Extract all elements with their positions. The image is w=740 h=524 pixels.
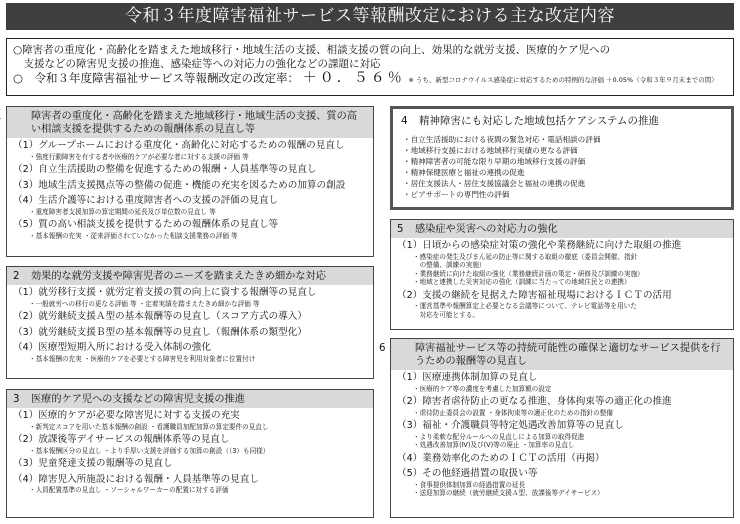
item-detail: ・新判定スコアを用いた基本報酬の創設 ・看護職員加配加算の算定要件の見直し [29, 422, 269, 431]
item-detail: の整備、訓練の実施） [413, 261, 486, 269]
item-label: （5）質の高い相談支援を提供するための報酬体系の見直し等 [13, 219, 279, 230]
section-header [393, 109, 731, 132]
item-label: （4）障害児入所施設における報酬・人員基準等の見直し [13, 473, 259, 485]
item-detail: ・送迎加算の継続（就労継続支援Ａ型、放課後等デイサービス） [413, 489, 604, 497]
item-label: （3）児童発達支援の報酬等の見直し [13, 458, 173, 469]
section-2 [6, 266, 374, 379]
item-label: （1）日頃からの感染症対策の強化や業務継続に向けた取組の推進 [397, 240, 682, 251]
intro-line-2: 支援などの障害児支援の推進、感染症等への対応力の強化などの課題に対応 [13, 58, 381, 70]
section-number: 4 [401, 115, 408, 127]
item-detail: 対応を可能とする。 [413, 310, 479, 319]
intro-box [6, 38, 734, 96]
bullet-item: ・精神保健医療と福祉の連携の促進 [403, 168, 525, 177]
item-detail: ・人員配置基準の見直し ・ソーシャルワーカーの配置に対する評価 [29, 486, 229, 494]
item-label: （1）医療連携体制加算の見直し [397, 372, 538, 383]
rate-label: ○ 令和３年度障害福祉サービス等報酬改定の改定率： [13, 71, 300, 85]
bullet-item: ・精神障害者の可能な限り早期の地域移行支援の評価 [403, 157, 586, 166]
item-detail: ・食事提供体制加算の経過措置の延長 [413, 480, 526, 489]
section-number [13, 110, 31, 123]
rate-note: ※ うち、新型コロナウイルス感染症に対応するための特例的な評価 ＋0.05%（令和３年９月末までの間） [408, 76, 718, 84]
section-header [391, 220, 733, 238]
item-label: （4）医療型短期入所における受入体制の強化 [13, 342, 211, 353]
item-detail: ・感染症の発生及びまん延の防止等に関する取組の徹底（委員会開催、指針 [413, 252, 638, 261]
section-3 [6, 389, 374, 518]
revision-rate [13, 71, 727, 87]
item-label: （3）就労継続支援Ｂ型の基本報酬等の見直し（報酬体系の類型化） [13, 326, 307, 338]
item-detail: ・重度障害者支援加算の算定期間の延長及び単位数の見直し 等 [29, 207, 216, 216]
item-label: （3）地域生活支援拠点等の整備の促進・機能の充実を図るための加算の創設 [13, 179, 346, 191]
item-label: （2）支援の継続を見据えた障害福祉現場におけるＩＣＴの活用 [397, 289, 672, 301]
item-label: （4）業務効率化のためのＩＣＴの活用（再掲） [397, 452, 605, 464]
item-label: （1）医療的ケアが必要な障害児に対する支援の充実 [13, 410, 240, 421]
section-title: 感染症や災害への対応力の強化 [415, 224, 558, 235]
item-label: （2）就労継続支援Ａ型の基本報酬等の見直し（スコア方式の導入） [13, 311, 307, 322]
item-detail: ・基本報酬の充実 ・従来評価されていなかった相談支援業務の評価 等 [29, 231, 238, 240]
item-detail: ・虐待防止委員会の設置 ・身体拘束等の適正化のための指針の整備 [413, 408, 613, 417]
section-title: 医療的ケア児への支援などの障害児支援の推進 [31, 394, 245, 405]
section-title: 効果的な就労支援や障害児者のニーズを踏まえたきめ細かな対応 [31, 271, 326, 282]
item-label: （2）自立生活援助の整備を促進するための報酬・人員基準等の見直し [13, 164, 317, 175]
section-body [7, 408, 373, 497]
section-4 [390, 106, 734, 210]
item-detail: ・地域と連携した災害対応の強化（訓練に当たっての地域住民との連携） [413, 278, 631, 286]
section-title: 精神障害にも対応した地域包括ケアシステムの推進 [419, 115, 660, 127]
bullet-item: ・ピアサポートの専門性の評価 [403, 190, 510, 199]
section-number: 5 [397, 224, 404, 235]
section-5 [390, 219, 734, 330]
item-label: （3）福祉・介護職員等特定処遇改善加算等の見直し [397, 420, 624, 431]
item-label: （4）生活介護等における重度障害者への支援の評価の見直し [13, 195, 279, 206]
item-detail: ・医療的ケア等の濃度を考慮した加算額の設定 [413, 384, 552, 393]
section-1 [6, 106, 374, 257]
section-body [7, 138, 373, 242]
bullet-item: ・自立生活援助における夜間の緊急対応・電話相談の評価 [403, 135, 601, 144]
section-header [379, 339, 733, 370]
item-label: （1）グループホームにおける重度化・高齢化に対応するための報酬の見直し [13, 140, 345, 151]
section-title: 障害者の重度化・高齢化を踏まえた地域移行・地域生活の支援、質の高い相談支援を提供するための報酬体系の見直し等 [31, 111, 357, 135]
item-label: （1）就労移行支援・就労定着支援の質の向上に資する報酬等の見直し [13, 287, 317, 298]
item-detail: ・処遇改善加算(Ⅳ)及び(Ⅴ)等の廃止 ・加算率の見直し [413, 441, 575, 449]
item-detail: ・運営基準や報酬算定上必要となる会議等について、テレビ電話等を用いた [413, 302, 637, 310]
section-header [7, 267, 373, 285]
item-label: （5）その他経過措置の取扱い等 [397, 468, 538, 479]
section-6 [379, 338, 734, 518]
section-body [7, 285, 373, 365]
item-detail: ・基本報酬の充実 ・医療的ケアを必要とする障害児を利用対象者に位置付け [29, 354, 256, 363]
section-header [7, 390, 373, 408]
bullet-item: ・地域移行支援における地域移行実績の更なる評価 [403, 146, 578, 155]
item-label: （2）障害者虐待防止の更なる推進、身体拘束等の適正化の推進 [397, 396, 672, 407]
intro-line-1: ○障害者の重度化・高齢化を踏まえた地域移行・地域生活の支援、相談支援の質の向上、効果的な就労支援、医療的ケア児への [13, 44, 611, 56]
section-body [393, 132, 731, 202]
item-detail: ・一般就労への移行の更なる評価 等 ・定着実績を踏まえたきめ細かな評価 等 [29, 299, 260, 308]
rate-value: ＋０．５６％ [302, 70, 405, 86]
section-body [391, 370, 733, 500]
section-number: 3 [13, 394, 20, 405]
section-number: 6 [379, 343, 386, 354]
section-number: 2 [13, 271, 20, 282]
bullet-item: ・居住支援法人・居住支援協議会と福祉の連携の促進 [403, 179, 586, 188]
item-detail: ・強度行動障害を有する者や医療的ケアが必要な者に対する支援の評価 等 [29, 152, 249, 161]
item-detail: ・基本報酬区分の見直し ・より手厚い支援を評価する加算の創設（（3）も同様） [29, 446, 270, 455]
page-title: 令和３年度障害福祉サービス等報酬改定における主な改定内容 [6, 3, 734, 30]
section-header [7, 107, 373, 138]
section-body [391, 238, 733, 321]
item-detail: ・業務継続に向けた取組の強化（業務継続計画の策定・研修及び訓練の実施） [413, 269, 644, 278]
item-detail: ・より柔軟な配分ルールへの見直しによる加算の取得促進 [413, 432, 585, 441]
section-title: 障害福祉サービス等の持続可能性の確保と適切なサービス提供を行うための報酬等の見直し [415, 343, 721, 367]
item-label: （2）放課後等デイサービスの報酬体系等の見直し [13, 434, 230, 445]
